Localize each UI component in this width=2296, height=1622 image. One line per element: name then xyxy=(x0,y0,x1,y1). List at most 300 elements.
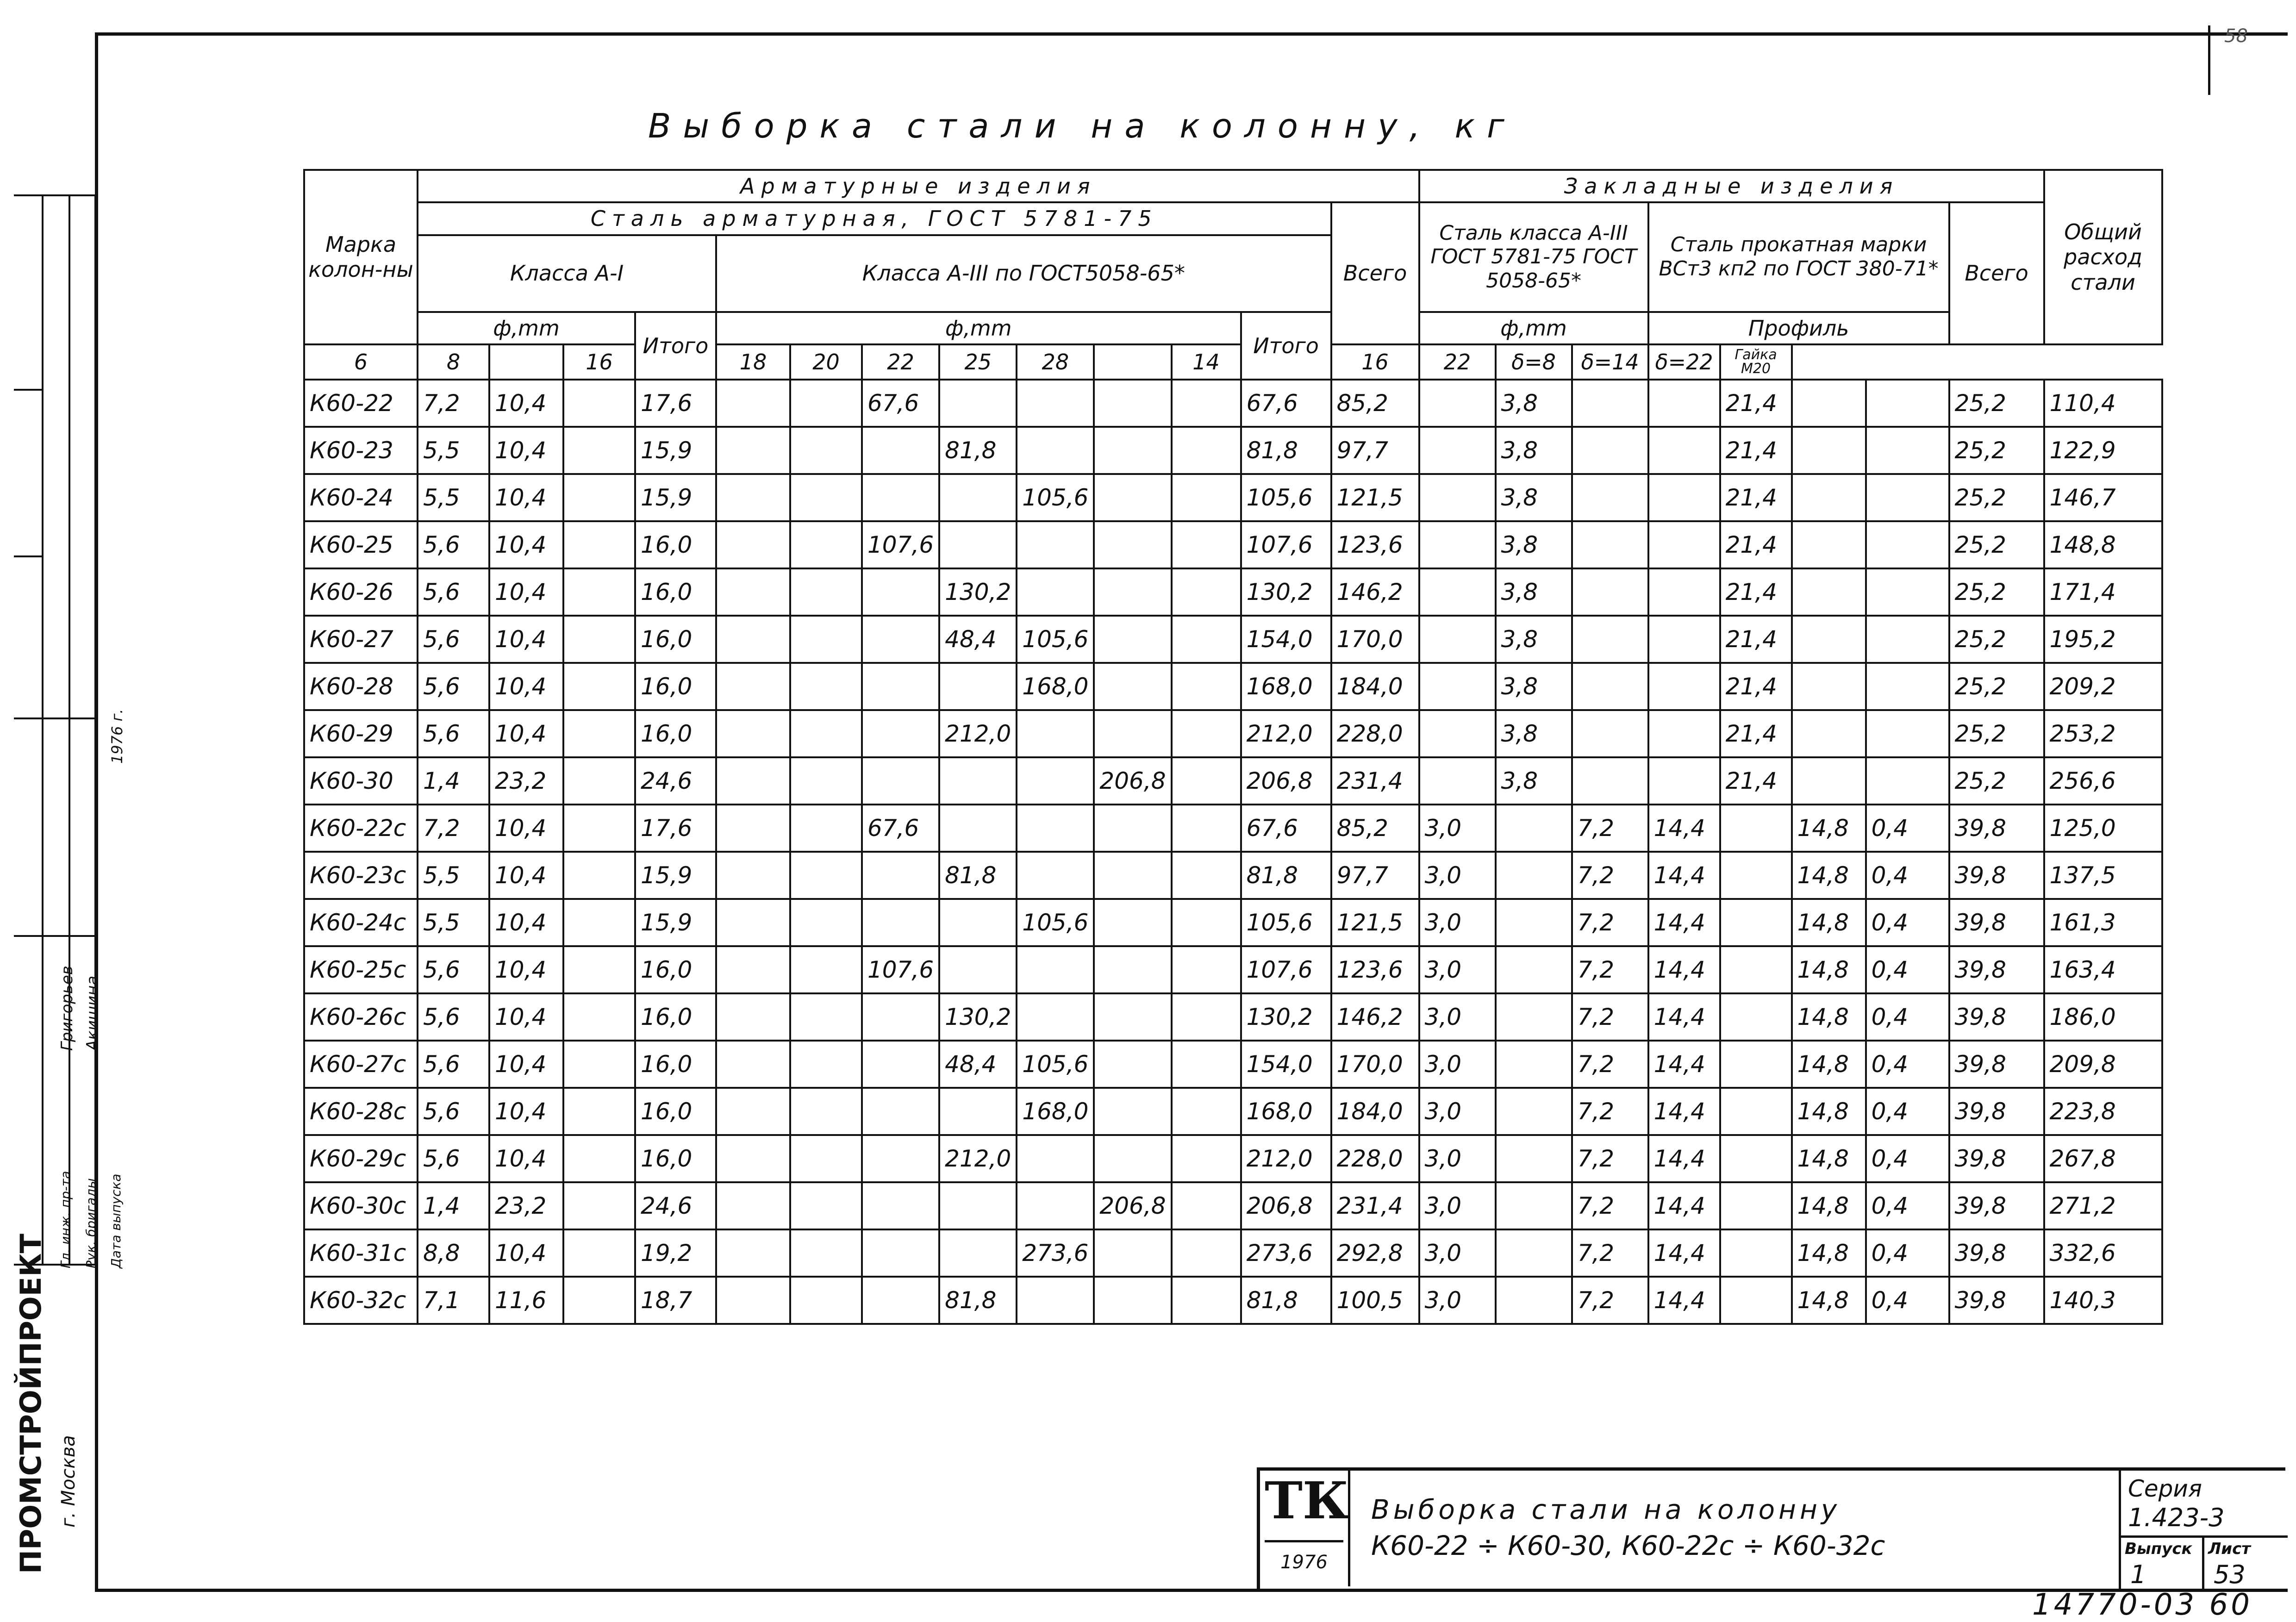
table-cell: 21,4 xyxy=(1720,757,1792,805)
table-cell xyxy=(1419,710,1496,757)
header-class-a1: Класса А-I xyxy=(418,235,716,312)
table-cell: 14,8 xyxy=(1792,1182,1866,1229)
table-cell: 3,0 xyxy=(1419,993,1496,1041)
table-cell: 1,4 xyxy=(418,1182,489,1229)
table-cell xyxy=(1419,663,1496,710)
table-cell: 25,2 xyxy=(1949,663,2044,710)
table-cell: 25,2 xyxy=(1949,474,2044,521)
subheader xyxy=(489,344,563,380)
row-mark: К60-25с xyxy=(304,946,418,993)
table-cell: 292,8 xyxy=(1331,1229,1419,1277)
table-cell xyxy=(862,1135,939,1182)
table-cell xyxy=(1094,899,1171,946)
approval-stamp xyxy=(14,194,126,1574)
table-cell xyxy=(563,757,635,805)
table-cell xyxy=(790,427,862,474)
table-cell xyxy=(1572,663,1648,710)
table-cell: 5,5 xyxy=(418,852,489,899)
table-cell: 231,4 xyxy=(1331,757,1419,805)
table-cell: 130,2 xyxy=(1241,568,1331,616)
steel-table xyxy=(303,169,2163,1325)
table-cell xyxy=(1094,1229,1171,1277)
table-cell xyxy=(1017,946,1094,993)
table-cell xyxy=(1094,616,1171,663)
subheader: Гайка М20 xyxy=(1720,344,1792,380)
table-row xyxy=(304,757,2162,805)
table-cell: 3,0 xyxy=(1419,899,1496,946)
row-mark: К60-30с xyxy=(304,1182,418,1229)
table-cell: 17,6 xyxy=(635,380,716,427)
table-cell: 105,6 xyxy=(1241,474,1331,521)
table-cell xyxy=(716,521,790,568)
table-cell: 0,4 xyxy=(1866,1182,1949,1229)
table-cell: 5,6 xyxy=(418,1088,489,1135)
table-cell: 146,2 xyxy=(1331,568,1419,616)
table-cell: 3,0 xyxy=(1419,852,1496,899)
table-cell xyxy=(1720,1088,1792,1135)
table-cell xyxy=(1172,616,1241,663)
table-cell: 0,4 xyxy=(1866,1041,1949,1088)
table-cell xyxy=(1866,474,1949,521)
table-cell xyxy=(939,521,1017,568)
table-cell xyxy=(1572,427,1648,474)
table-cell: 10,4 xyxy=(489,710,563,757)
subheader: δ=8 xyxy=(1496,344,1572,380)
table-cell: 130,2 xyxy=(1241,993,1331,1041)
table-cell xyxy=(1017,568,1094,616)
page-corner-mark: 58 xyxy=(2208,25,2252,95)
table-cell: 7,2 xyxy=(1572,1229,1648,1277)
table-row xyxy=(304,710,2162,757)
table-cell: 16,0 xyxy=(635,993,716,1041)
table-cell xyxy=(716,946,790,993)
table-cell: 7,2 xyxy=(1572,1182,1648,1229)
table-row xyxy=(304,474,2162,521)
table-cell xyxy=(1792,663,1866,710)
row-mark: К60-28с xyxy=(304,1088,418,1135)
table-row xyxy=(304,1088,2162,1135)
table-cell xyxy=(1572,474,1648,521)
table-cell: 21,4 xyxy=(1720,474,1792,521)
table-cell: 14,4 xyxy=(1648,1088,1720,1135)
table-cell xyxy=(716,710,790,757)
header-phi-a1: ф,mm xyxy=(418,312,635,344)
table-cell: 0,4 xyxy=(1866,1088,1949,1135)
table-cell: 21,4 xyxy=(1720,710,1792,757)
table-cell: 0,4 xyxy=(1866,852,1949,899)
table-cell: 21,4 xyxy=(1720,616,1792,663)
table-cell: 39,8 xyxy=(1949,1229,2044,1277)
sheet-title: Выборка стали на колонну xyxy=(1371,1494,1841,1525)
table-cell: 209,8 xyxy=(2044,1041,2162,1088)
table-cell: 3,8 xyxy=(1496,616,1572,663)
table-row xyxy=(304,1041,2162,1088)
table-cell xyxy=(716,427,790,474)
table-cell xyxy=(563,946,635,993)
table-cell: 3,0 xyxy=(1419,805,1496,852)
table-cell xyxy=(1094,474,1171,521)
table-cell xyxy=(716,568,790,616)
table-cell xyxy=(1094,521,1171,568)
header-steel-a3: Сталь класса А-III ГОСТ 5781-75 ГОСТ 5058-65* xyxy=(1419,202,1648,312)
table-cell: 332,6 xyxy=(2044,1229,2162,1277)
table-cell xyxy=(1094,1041,1171,1088)
table-cell: 3,8 xyxy=(1496,663,1572,710)
table-row xyxy=(304,1229,2162,1277)
subheader: 22 xyxy=(1419,344,1496,380)
table-cell: 15,9 xyxy=(635,852,716,899)
table-cell: 14,4 xyxy=(1648,993,1720,1041)
table-cell xyxy=(1572,616,1648,663)
table-cell: 168,0 xyxy=(1017,1088,1094,1135)
table-cell: 146,2 xyxy=(1331,993,1419,1041)
table-cell: 146,7 xyxy=(2044,474,2162,521)
row-mark: К60-27 xyxy=(304,616,418,663)
table-cell: 39,8 xyxy=(1949,805,2044,852)
table-cell xyxy=(1419,427,1496,474)
table-cell: 0,4 xyxy=(1866,1135,1949,1182)
table-cell: 10,4 xyxy=(489,380,563,427)
table-cell xyxy=(1496,993,1572,1041)
table-cell xyxy=(1094,380,1171,427)
table-cell: 0,4 xyxy=(1866,993,1949,1041)
table-cell: 39,8 xyxy=(1949,946,2044,993)
table-cell xyxy=(1172,946,1241,993)
table-cell: 107,6 xyxy=(862,946,939,993)
table-cell: 7,2 xyxy=(1572,1135,1648,1182)
table-cell: 171,4 xyxy=(2044,568,2162,616)
table-cell xyxy=(1172,521,1241,568)
table-cell: 168,0 xyxy=(1241,663,1331,710)
table-cell: 23,2 xyxy=(489,757,563,805)
table-cell xyxy=(716,474,790,521)
header-phi-zakl: ф,mm xyxy=(1419,312,1648,344)
table-cell: 256,6 xyxy=(2044,757,2162,805)
table-cell xyxy=(939,380,1017,427)
table-cell: 10,4 xyxy=(489,852,563,899)
table-cell: 7,1 xyxy=(418,1277,489,1324)
header-armatura: Арматурные изделия xyxy=(418,170,1419,202)
table-cell: 14,8 xyxy=(1792,946,1866,993)
table-cell xyxy=(1792,521,1866,568)
table-cell xyxy=(1172,1277,1241,1324)
tk-logo xyxy=(1260,1471,1350,1586)
table-cell xyxy=(1648,616,1720,663)
table-cell xyxy=(1496,1277,1572,1324)
table-cell xyxy=(1866,663,1949,710)
table-cell: 14,4 xyxy=(1648,1277,1720,1324)
table-cell: 3,8 xyxy=(1496,757,1572,805)
table-cell xyxy=(1017,1277,1094,1324)
subheader: 28 xyxy=(1017,344,1094,380)
table-cell xyxy=(1419,568,1496,616)
table-cell xyxy=(862,1229,939,1277)
table-cell: 10,4 xyxy=(489,616,563,663)
table-cell xyxy=(1572,568,1648,616)
subheader: 6 xyxy=(304,344,418,380)
table-cell xyxy=(862,663,939,710)
table-cell xyxy=(1419,616,1496,663)
table-cell: 14,8 xyxy=(1792,805,1866,852)
table-cell xyxy=(862,427,939,474)
table-cell: 21,4 xyxy=(1720,521,1792,568)
table-cell: 3,8 xyxy=(1496,521,1572,568)
logo-year: 1976 xyxy=(1265,1540,1343,1573)
table-cell xyxy=(1648,757,1720,805)
table-cell: 16,0 xyxy=(635,1041,716,1088)
table-cell xyxy=(790,1041,862,1088)
table-cell xyxy=(563,1135,635,1182)
table-cell xyxy=(862,1277,939,1324)
table-cell xyxy=(790,852,862,899)
table-cell: 14,4 xyxy=(1648,1182,1720,1229)
table-cell: 14,4 xyxy=(1648,1229,1720,1277)
table-cell xyxy=(563,1229,635,1277)
table-row xyxy=(304,993,2162,1041)
table-body xyxy=(304,380,2162,1324)
subheader: 8 xyxy=(418,344,489,380)
table-cell: 3,0 xyxy=(1419,1229,1496,1277)
table-cell: 5,6 xyxy=(418,568,489,616)
table-cell: 16,0 xyxy=(635,1088,716,1135)
table-cell xyxy=(1648,474,1720,521)
table-row xyxy=(304,380,2162,427)
table-cell: 0,4 xyxy=(1866,1277,1949,1324)
table-cell xyxy=(1094,710,1171,757)
table-cell: 10,4 xyxy=(489,1135,563,1182)
table-cell: 154,0 xyxy=(1241,1041,1331,1088)
table-cell xyxy=(939,899,1017,946)
table-cell xyxy=(563,616,635,663)
table-cell: 15,9 xyxy=(635,899,716,946)
table-cell xyxy=(563,899,635,946)
table-cell: 48,4 xyxy=(939,616,1017,663)
table-cell: 121,5 xyxy=(1331,474,1419,521)
table-cell: 5,6 xyxy=(418,946,489,993)
table-cell xyxy=(1172,805,1241,852)
title-block xyxy=(1257,1467,2285,1589)
table-cell xyxy=(563,993,635,1041)
table-cell xyxy=(1172,899,1241,946)
table-cell xyxy=(1866,380,1949,427)
subheader: δ=22 xyxy=(1648,344,1720,380)
table-cell: 170,0 xyxy=(1331,616,1419,663)
header-itogo-a3: Итого xyxy=(1241,312,1331,380)
table-cell: 206,8 xyxy=(1241,1182,1331,1229)
table-cell: 5,5 xyxy=(418,474,489,521)
table-cell xyxy=(1017,993,1094,1041)
table-cell xyxy=(862,1041,939,1088)
table-cell: 10,4 xyxy=(489,1041,563,1088)
table-cell xyxy=(1720,946,1792,993)
table-cell: 10,4 xyxy=(489,663,563,710)
table-cell xyxy=(563,805,635,852)
table-cell xyxy=(1172,1229,1241,1277)
table-cell: 17,6 xyxy=(635,805,716,852)
row-mark: К60-26 xyxy=(304,568,418,616)
table-row xyxy=(304,1277,2162,1324)
table-cell: 24,6 xyxy=(635,757,716,805)
table-cell: 11,6 xyxy=(489,1277,563,1324)
table-cell: 5,6 xyxy=(418,521,489,568)
table-cell xyxy=(563,710,635,757)
table-cell xyxy=(1094,1277,1171,1324)
table-cell: 39,8 xyxy=(1949,1041,2044,1088)
header-obshchiy: Общий расход стали xyxy=(2044,170,2162,344)
table-cell xyxy=(716,1135,790,1182)
table-row xyxy=(304,521,2162,568)
header-profil: Профиль xyxy=(1648,312,1949,344)
table-cell xyxy=(1866,521,1949,568)
table-cell xyxy=(790,1135,862,1182)
header-zakladnye: Закладные изделия xyxy=(1419,170,2044,202)
table-cell xyxy=(1720,1182,1792,1229)
table-cell: 3,8 xyxy=(1496,474,1572,521)
document-number: 14770-03 60 xyxy=(2032,1588,2252,1622)
table-cell xyxy=(1648,521,1720,568)
subheader: 25 xyxy=(939,344,1017,380)
table-cell: 7,2 xyxy=(1572,852,1648,899)
table-cell: 170,0 xyxy=(1331,1041,1419,1088)
table-cell: 212,0 xyxy=(939,1135,1017,1182)
table-cell xyxy=(939,1088,1017,1135)
table-cell: 14,8 xyxy=(1792,1088,1866,1135)
table-cell xyxy=(1172,1088,1241,1135)
table-cell xyxy=(790,946,862,993)
table-cell: 16,0 xyxy=(635,616,716,663)
table-cell xyxy=(1094,663,1171,710)
table-cell xyxy=(1094,852,1171,899)
table-cell: 85,2 xyxy=(1331,805,1419,852)
table-cell xyxy=(563,427,635,474)
table-cell xyxy=(1419,380,1496,427)
table-cell xyxy=(790,993,862,1041)
table-cell: 5,6 xyxy=(418,1041,489,1088)
row-mark: К60-28 xyxy=(304,663,418,710)
row-mark: К60-22 xyxy=(304,380,418,427)
table-cell: 14,8 xyxy=(1792,1041,1866,1088)
table-cell: 184,0 xyxy=(1331,663,1419,710)
table-cell xyxy=(1172,474,1241,521)
table-cell: 10,4 xyxy=(489,993,563,1041)
header-steel-prokat: Сталь прокатная марки ВСт3 кп2 по ГОСТ 380-71* xyxy=(1648,202,1949,312)
table-cell: 67,6 xyxy=(862,380,939,427)
table-cell: 81,8 xyxy=(939,852,1017,899)
table-cell: 7,2 xyxy=(1572,993,1648,1041)
name-1: Григорьев xyxy=(58,966,76,1051)
table-cell: 186,0 xyxy=(2044,993,2162,1041)
subheader: 18 xyxy=(716,344,790,380)
table-cell xyxy=(1419,521,1496,568)
table-cell: 16,0 xyxy=(635,521,716,568)
table-cell xyxy=(790,710,862,757)
table-cell: 3,8 xyxy=(1496,380,1572,427)
table-cell: 10,4 xyxy=(489,474,563,521)
table-cell: 81,8 xyxy=(1241,1277,1331,1324)
table-cell xyxy=(1172,568,1241,616)
table-cell: 7,2 xyxy=(1572,899,1648,946)
table-cell xyxy=(1017,1182,1094,1229)
table-cell xyxy=(939,474,1017,521)
table-row xyxy=(304,663,2162,710)
table-cell: 14,8 xyxy=(1792,1135,1866,1182)
table-cell xyxy=(1172,852,1241,899)
subheader: δ=14 xyxy=(1572,344,1648,380)
table-cell xyxy=(862,710,939,757)
table-cell xyxy=(862,757,939,805)
table-cell xyxy=(716,1277,790,1324)
table-cell: 0,4 xyxy=(1866,1229,1949,1277)
table-cell xyxy=(716,1229,790,1277)
table-cell: 7,2 xyxy=(1572,1041,1648,1088)
table-cell xyxy=(716,380,790,427)
table-cell xyxy=(716,805,790,852)
name-2: Акишина xyxy=(83,975,102,1051)
table-cell: 15,9 xyxy=(635,474,716,521)
row-mark: К60-32с xyxy=(304,1277,418,1324)
table-cell: 123,6 xyxy=(1331,521,1419,568)
table-cell xyxy=(790,1088,862,1135)
table-cell: 18,7 xyxy=(635,1277,716,1324)
table-cell: 231,4 xyxy=(1331,1182,1419,1229)
table-row xyxy=(304,1135,2162,1182)
table-cell xyxy=(1496,1088,1572,1135)
table-cell xyxy=(1017,710,1094,757)
row-mark: К60-26с xyxy=(304,993,418,1041)
table-cell xyxy=(1496,1229,1572,1277)
row-mark: К60-31с xyxy=(304,1229,418,1277)
issue-number: 1 xyxy=(2130,1560,2146,1589)
table-cell: 105,6 xyxy=(1241,899,1331,946)
sheet-description xyxy=(1371,1491,1885,1564)
table-cell xyxy=(563,663,635,710)
table-cell: 5,5 xyxy=(418,899,489,946)
table-cell xyxy=(862,899,939,946)
table-cell xyxy=(862,474,939,521)
table-cell: 39,8 xyxy=(1949,1088,2044,1135)
table-cell xyxy=(862,993,939,1041)
series-label: Серия xyxy=(2128,1475,2202,1502)
table-cell xyxy=(1792,757,1866,805)
table-cell: 3,8 xyxy=(1496,710,1572,757)
table-cell: 5,6 xyxy=(418,993,489,1041)
table-cell xyxy=(563,380,635,427)
table-cell xyxy=(1017,805,1094,852)
table-row xyxy=(304,427,2162,474)
table-cell: 0,4 xyxy=(1866,899,1949,946)
table-cell: 206,8 xyxy=(1094,757,1171,805)
row-mark: К60-27с xyxy=(304,1041,418,1088)
table-cell: 10,4 xyxy=(489,1088,563,1135)
table-cell: 3,8 xyxy=(1496,427,1572,474)
table-cell xyxy=(1094,568,1171,616)
subheader: 14 xyxy=(1172,344,1241,380)
table-cell xyxy=(939,805,1017,852)
table-cell: 206,8 xyxy=(1241,757,1331,805)
table-cell xyxy=(790,1277,862,1324)
table-cell: 3,0 xyxy=(1419,1277,1496,1324)
table-cell: 10,4 xyxy=(489,899,563,946)
table-cell: 16,0 xyxy=(635,568,716,616)
table-cell: 14,8 xyxy=(1792,899,1866,946)
table-cell: 5,6 xyxy=(418,616,489,663)
table-cell: 273,6 xyxy=(1241,1229,1331,1277)
table-cell: 39,8 xyxy=(1949,852,2044,899)
table-cell: 273,6 xyxy=(1017,1229,1094,1277)
table-cell xyxy=(790,899,862,946)
table-cell: 81,8 xyxy=(1241,427,1331,474)
table-cell: 154,0 xyxy=(1241,616,1331,663)
